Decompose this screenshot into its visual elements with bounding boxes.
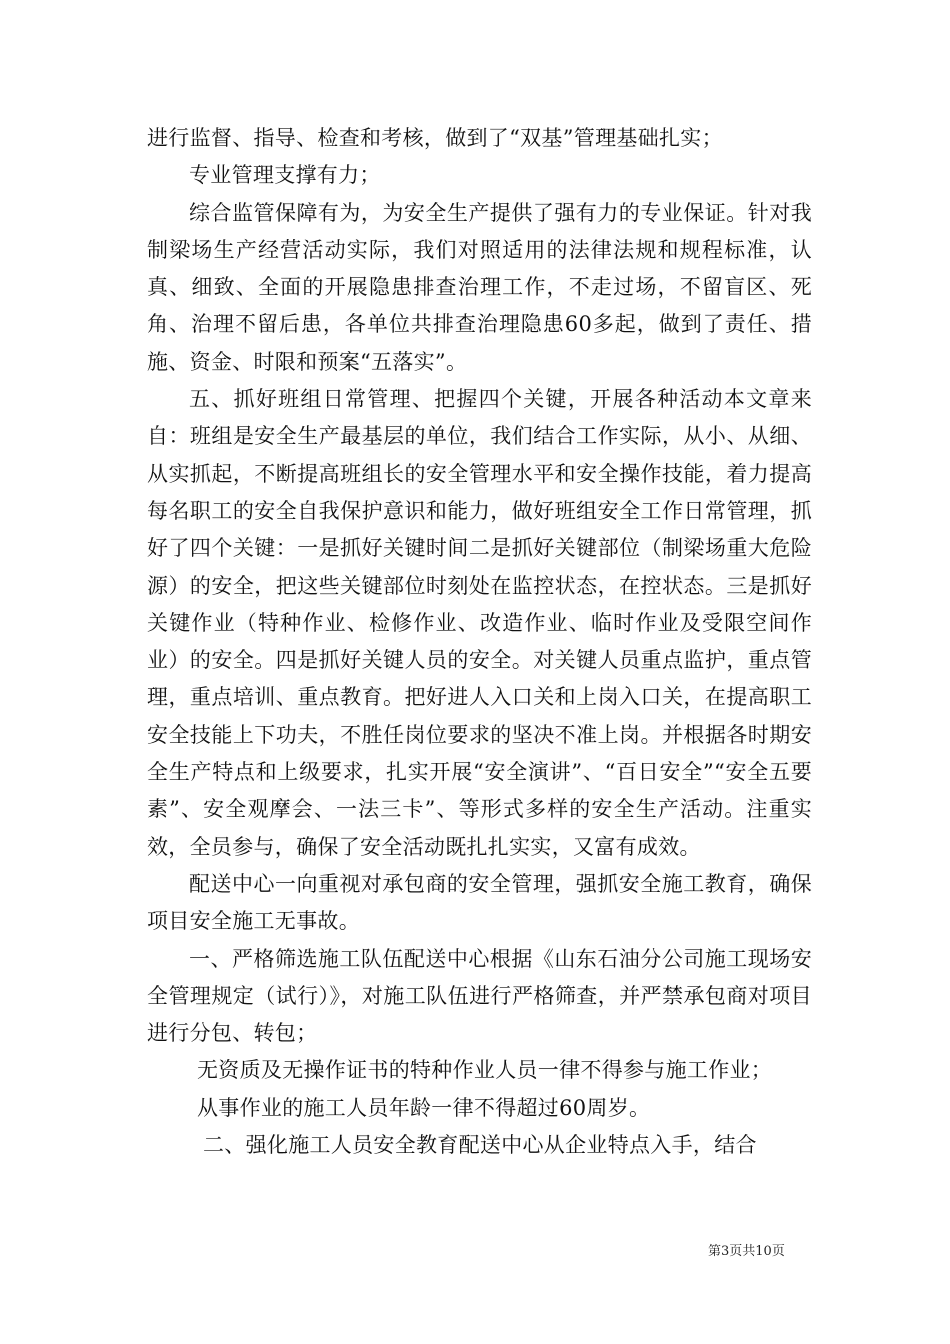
paragraph-age-rule: 从事作业的施工人员年龄一律不得超过60周岁。: [197, 1095, 651, 1120]
page-number-footer: 第3页共10页: [708, 1244, 785, 1259]
paragraph-distribution-center: 配送中心一向重视对承包商的安全管理，强抓安全施工教育，确保项目安全施工无事故。: [147, 871, 812, 934]
paragraph-comprehensive-supervision: 综合监管保障有为，为安全生产提供了强有力的专业保证。针对我制梁场生产经营活动实际，我们对照适用的法律法规和规程标准，认真、细致、全面的开展隐患排查治理工作，不走过场，不留盲区、死角、治理不留后患，各单位共排查治理隐患60多起，做到了责任、措施、资金、时限和预案“五落实”。: [147, 200, 812, 374]
paragraph-screen-construction-teams: 一、严格筛选施工队伍配送中心根据《山东石油分公司施工现场安全管理规定（试行）》，对施工队伍进行严格筛查，并严禁承包商对项目进行分包、转包；: [147, 946, 812, 1046]
paragraph-professional-management: 专业管理支撑有力；: [189, 163, 381, 188]
paragraph-team-management: 五、抓好班组日常管理、把握四个关键，开展各种活动本文章来自：班组是安全生产最基层的单位，我们结合工作实际，从小、从细、从实抓起，不断提高班组长的安全管理水平和安全操作技能，着力提高每名职工的安全自我保护意识和能力，做好班组安全工作日常管理，抓好了四个关键：一是抓好关键时间二是抓好关键部位（制梁场重大危险源）的安全，把这些关键部位时刻处在监控状态，在控状态。三是抓好关键作业（特种作业、检修作业、改造作业、临时作业及受限空间作业）的安全。四是抓好关键人员的安全。对关键人员重点监护，重点管理，重点培训、重点教育。把好进人入口关和上岗入口关，在提高职工安全技能上下功夫，不胜任岗位要求的坚决不准上岗。并根据各时期安全生产特点和上级要求，扎实开展“安全演讲”、“百日安全”“安全五要素”、安全观摩会、一法三卡”、等形式多样的安全生产活动。注重实效，全员参与，确保了安全活动既扎扎实实，又富有成效。: [147, 387, 812, 859]
paragraph-continuation: 进行监督、指导、检查和考核，做到了“双基”管理基础扎实；: [147, 126, 723, 150]
paragraph-qualification-rule: 无资质及无操作证书的特种作业人员一律不得参与施工作业；: [197, 1058, 773, 1083]
document-body: [147, 120, 812, 1164]
paragraph-safety-education: 二、强化施工人员安全教育配送中心从企业特点入手，结合: [203, 1133, 757, 1158]
